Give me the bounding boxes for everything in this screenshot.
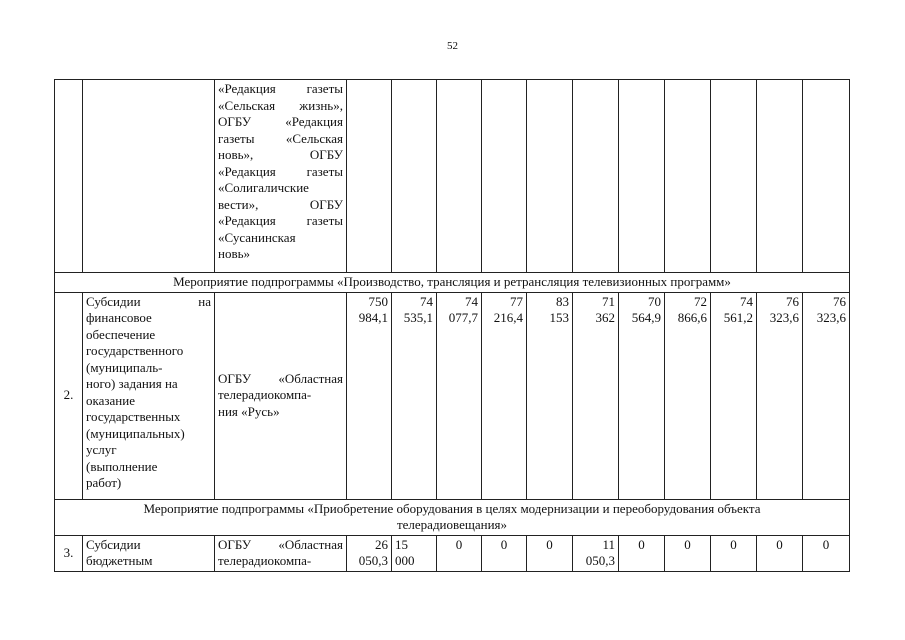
value-cell	[392, 80, 437, 273]
value-cell: 70 564,9	[619, 292, 665, 499]
value-cell: 0	[619, 535, 665, 571]
section-heading-equipment: Мероприятие подпрограммы «Приобретение оборудования в целях модернизации и переоборудования объекта телерадиовещания»	[55, 499, 850, 535]
description-cell: Субсидии на финансовое обеспечение государственного (муниципаль- ного) задания на оказание государственных (муниципальных) услуг (выполнение работ)	[83, 292, 215, 499]
table-row-2	[55, 292, 850, 499]
table-row-continued	[55, 80, 850, 273]
section-heading-row	[55, 273, 850, 293]
index-cell: 2.	[55, 292, 83, 499]
value-cell	[347, 80, 392, 273]
value-cell	[482, 80, 527, 273]
value-cell	[437, 80, 482, 273]
value-cell: 0	[527, 535, 573, 571]
value-cell: 76 323,6	[757, 292, 803, 499]
value-cell: 0	[665, 535, 711, 571]
value-cell: 0	[437, 535, 482, 571]
index-cell: 3.	[55, 535, 83, 571]
table-row-3	[55, 535, 850, 571]
page-number: 52	[447, 40, 458, 52]
value-cell	[711, 80, 757, 273]
value-cell: 74 561,2	[711, 292, 757, 499]
value-cell	[803, 80, 850, 273]
description-cell: Субсидии бюджетным	[83, 535, 215, 571]
description-cell	[83, 80, 215, 273]
section-heading-tv-production: Мероприятие подпрограммы «Производство, трансляция и ретрансляция телевизионных программ»	[55, 273, 850, 293]
value-cell	[757, 80, 803, 273]
organization-cell: ОГБУ «Областная телерадиокомпа-	[215, 535, 347, 571]
value-cell: 74 535,1	[392, 292, 437, 499]
budget-table	[54, 79, 850, 572]
value-cell: 26 050,3	[347, 535, 392, 571]
section-heading-row	[55, 499, 850, 535]
organization-cell: ОГБУ «Областная телерадиокомпа- ния «Русь»	[215, 292, 347, 499]
value-cell	[619, 80, 665, 273]
value-cell: 74 077,7	[437, 292, 482, 499]
value-cell: 0	[757, 535, 803, 571]
value-cell: 76 323,6	[803, 292, 850, 499]
organization-cell: «Редакция газеты «Сельская жизнь», ОГБУ «Редакция газеты «Сельская новь», ОГБУ «Редакция газеты «Солигаличские вести», ОГБУ «Редакция газеты «Сусанинская новь»	[215, 80, 347, 273]
value-cell: 11 050,3	[573, 535, 619, 571]
value-cell: 0	[711, 535, 757, 571]
value-cell: 71 362	[573, 292, 619, 499]
value-cell: 0	[482, 535, 527, 571]
value-cell: 15 000	[392, 535, 437, 571]
value-cell: 750 984,1	[347, 292, 392, 499]
value-cell	[665, 80, 711, 273]
value-cell	[527, 80, 573, 273]
value-cell: 77 216,4	[482, 292, 527, 499]
value-cell: 72 866,6	[665, 292, 711, 499]
value-cell	[573, 80, 619, 273]
index-cell	[55, 80, 83, 273]
value-cell: 83 153	[527, 292, 573, 499]
value-cell: 0	[803, 535, 850, 571]
